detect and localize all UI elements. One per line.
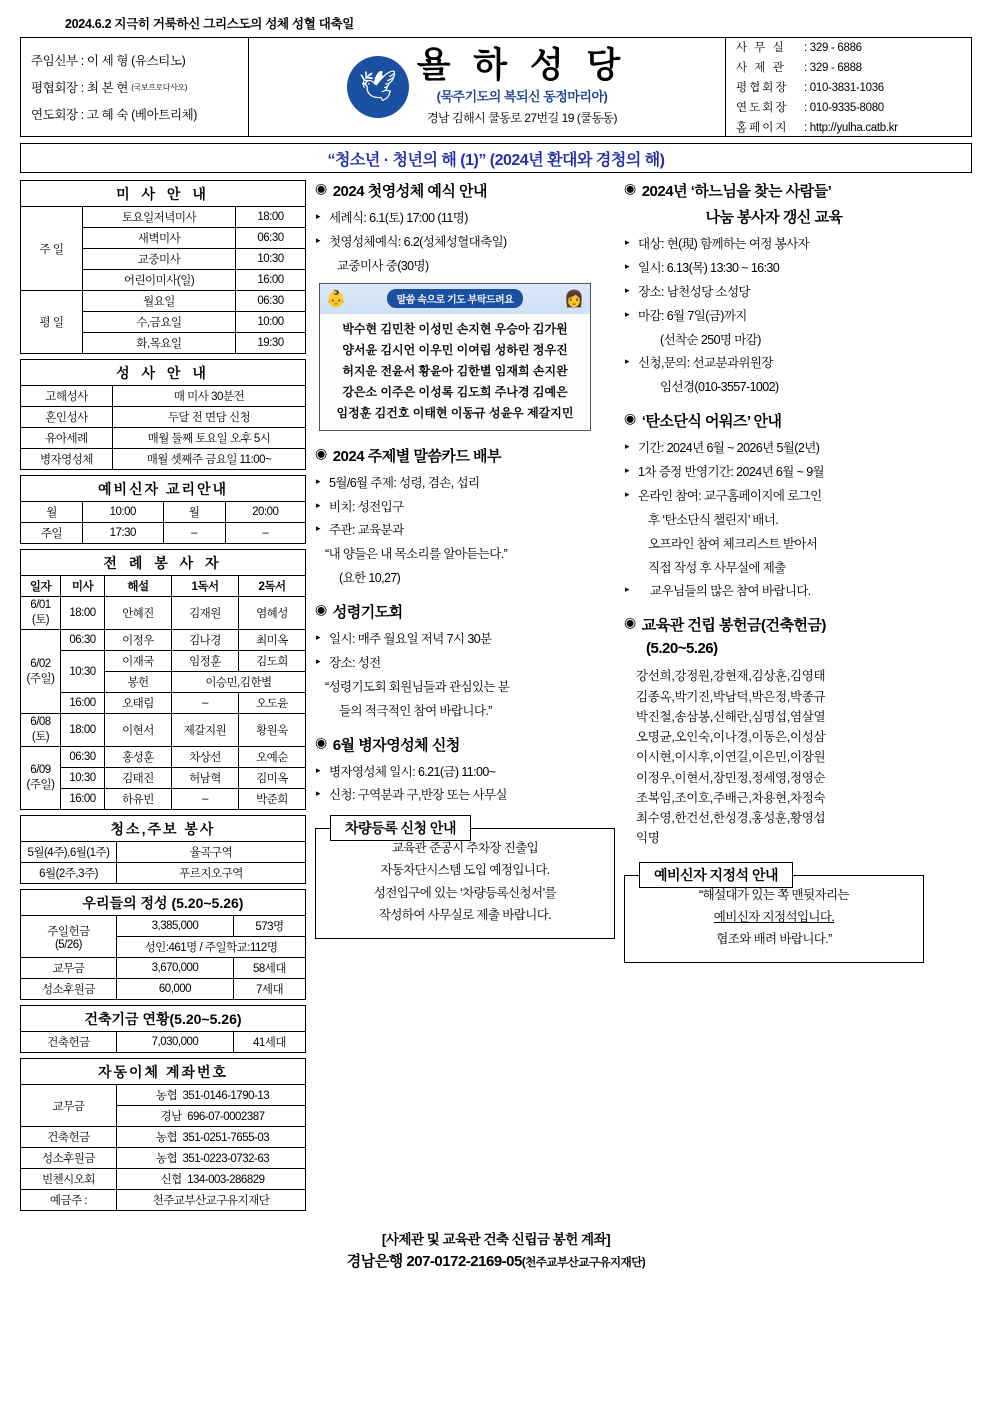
accounts-block <box>20 1058 306 1211</box>
catechumen-title: 예비신자 교리안내 <box>20 475 306 501</box>
footer-title: [사제관 및 교육관 건축 신립금 봉헌 계좌] <box>381 1232 611 1247</box>
bullet-circle-icon: ◉ <box>624 410 636 427</box>
list-item: ▸ 5월/6월 주제: 성령, 겸손, 섭리 <box>315 475 615 492</box>
word-cards-block <box>315 445 615 587</box>
table-row: 빈첸시오회 신협 134-003-286829 <box>21 1169 306 1190</box>
carbon-award-line: 오프라인 참여 체크리스트 받아서 <box>648 536 818 551</box>
table-row: 6/09 (주일) 06:30 홍성훈 차상선 오예순 <box>21 747 306 768</box>
prayer-meeting-quote-1: “성령기도회 회원님들과 관심있는 분 <box>325 679 510 694</box>
left-column <box>20 180 306 1216</box>
bullet-circle-icon: ◉ <box>315 444 327 461</box>
contact-office: 사 무 실 : 329 - 6886 <box>736 42 862 54</box>
table-row: 6/08 (토) 18:00 이현서 제갈지원 황원욱 <box>21 714 306 747</box>
table-row: 5월(4주),6월(1주) 율곡구역 <box>21 842 306 863</box>
accounts-table <box>20 1084 306 1211</box>
list-item: 강선희,강정원,강현재,김상훈,김영태 <box>636 669 826 684</box>
vehicle-registration-title: 차량등록 신청 안내 <box>330 815 471 841</box>
sacrament-info-table <box>20 385 306 470</box>
cleaning-title: 청소,주보 봉사 <box>20 815 306 841</box>
mass-group-sunday: 주 일 <box>21 207 83 291</box>
volunteer-training-note: (선착순 250명 마감) <box>660 332 761 347</box>
volunteer-training-contact-2: 임선경(010-3557-1002) <box>660 380 779 395</box>
sick-communion-title: ◉ 6월 병자영성체 신청 <box>315 733 460 754</box>
first-communion-name-list: 박수현 김민찬 이성민 손지현 우승아 김가원 양서윤 김시언 이우민 이여림 성하린 정우진 허지운 전윤서 황윤아 김한별 임재희 손지완 강은소 이주은 이성록 김도희 주나경 김예은 임정훈 김건호 이태현 이동규 성윤우 제갈지민 <box>336 321 574 420</box>
dove-logo-icon <box>347 56 409 118</box>
church-subtitle: (묵주기도의 복되신 동정마리아) <box>436 88 608 104</box>
list-item: 이정우,이현서,장민정,정세영,정영순 <box>636 770 826 785</box>
table-row: 평 일 월요일 06:30 <box>21 291 306 312</box>
cleaning-table <box>20 841 306 884</box>
clergy-row-council: 평협회장 : 최 본 현 $^{(국보프로다사오)}$ <box>31 81 188 95</box>
date-cell: 6/09 (주일) <box>21 747 61 810</box>
table-row: 병자영성체 매월 셋째주 금요일 11:00~ <box>21 449 306 470</box>
catechumen-block <box>20 475 306 544</box>
liturgy-volunteers-title: 전 례 봉 사 자 <box>20 549 306 575</box>
prayer-meeting-quote-2: 들의 적극적인 참여 바랍니다.” <box>339 703 492 718</box>
offerings-title: 우리들의 정성 (5.20~5.26) <box>20 889 306 915</box>
table-row: 성인:461명 / 주일학교:112명 <box>21 937 306 958</box>
table-row: 예금주 : 천주교부산교구유지재단 <box>21 1190 306 1211</box>
footer-bank-info <box>20 1228 972 1271</box>
table-row: 화,목요일 19:30 <box>21 333 306 354</box>
first-communion-title: ◉ 2024 첫영성체 예식 안내 <box>315 180 488 200</box>
masthead <box>20 37 972 137</box>
list-item: ▸ 장소: 남천성당 소성당 <box>624 284 924 301</box>
carbon-award-line: 직접 작성 후 사무실에 제출 <box>648 560 786 575</box>
volunteer-training-subtitle: 나눔 봉사자 갱신 교육 <box>705 209 843 226</box>
accounts-title: 자동이체 계좌번호 <box>20 1058 306 1084</box>
list-item: 최수영,한건선,한성경,홍성훈,황영섭 <box>636 811 826 825</box>
list-item: ▸ 비치: 성전입구 <box>315 499 615 516</box>
table-row: 16:00 오태림 – 오도윤 <box>21 693 306 714</box>
account-number: 신협 134-003-286829 <box>117 1169 306 1190</box>
table-row: 혼인성사 두달 전 면담 신청 <box>21 407 306 428</box>
date-line: 2024.6.2 지극히 거룩하신 그리스도의 성체 성혈 대축일 <box>65 17 355 31</box>
list-item: 교중미사 중(30명) <box>337 258 429 273</box>
footer-account: 경남은행 207-0172-2169-05(천주교부산교구유지재단) <box>346 1253 646 1270</box>
list-item: ▸ 세례식: 6.1(토) 17:00 (11명) <box>315 210 615 227</box>
card-caption: 👶 말씀 속으로 기도 부탁드려요 👩 <box>320 284 590 314</box>
date-cell: 6/01 (토) <box>21 597 61 630</box>
table-row: 6월(2주,3주) 푸르지오구역 <box>21 863 306 884</box>
middle-column <box>315 180 615 939</box>
catechumen-seat-title: 예비신자 지정석 안내 <box>639 862 793 888</box>
date-cell: 6/02 (주일) <box>21 630 61 714</box>
list-item: ▸ 병자영성체 일시: 6.21(금) 11:00~ <box>315 764 615 781</box>
sacrament-info-title: 성 사 안 내 <box>20 359 306 385</box>
first-communion-block <box>315 180 615 431</box>
table-row: 6/02 (주일) 06:30 이정우 김나경 최미옥 <box>21 630 306 651</box>
church-name: 욜 하 성 당 <box>416 46 628 86</box>
table-row: 주일헌금 (5/26) 3,385,000 573명 <box>21 916 306 937</box>
right-column <box>624 180 924 963</box>
catechumen-table <box>20 501 306 544</box>
table-row: 10:30 이재국 임정훈 김도희 <box>21 651 306 672</box>
bullet-circle-icon: ◉ <box>624 614 636 631</box>
mass-info-title: 미 사 안 내 <box>20 180 306 206</box>
list-item: 오명균,오인숙,이나경,이동은,이성삼 <box>636 730 826 744</box>
list-item: 박진철,송삼봉,신해란,심명섭,염살열 <box>636 709 826 724</box>
callout-line: 예비신자 지정석입니다. <box>713 909 835 924</box>
mass-info-block <box>20 180 306 354</box>
table-row: 어린이미사(일) 16:00 <box>21 270 306 291</box>
list-item: ▸ 1차 증정 반영기간: 2024년 6월 ~ 9월 <box>624 464 924 481</box>
building-offering-block <box>624 614 924 848</box>
bullet-circle-icon: ◉ <box>315 733 327 750</box>
contact-homepage[interactable]: 홈페이지 : http://yulha.catb.kr <box>736 122 898 134</box>
callout-line: “해설대가 있는 쪽 맨뒷자리는 <box>699 887 849 902</box>
word-cards-quote: “내 양들은 내 목소리를 알아듣는다.” <box>325 547 508 562</box>
dove-icon: 🕊 <box>358 70 397 103</box>
volunteer-training-contact-1: ▸ 신청,문의: 선교분과위원장 <box>624 355 924 372</box>
word-cards-reference: (요한 10,27) <box>339 571 401 586</box>
account-number: 농협 351-0146-1790-13 <box>117 1085 306 1106</box>
callout-line: 교육관 준공시 주차장 진출입 <box>391 841 539 856</box>
building-offering-period: (5.20~5.26) <box>646 640 718 658</box>
account-number: 농협 351-0223-0732-63 <box>117 1148 306 1169</box>
callout-line: 작성하여 사무실로 제출 바랍니다. <box>378 907 552 922</box>
table-row: 월 10:00 월 20:00 <box>21 502 306 523</box>
table-row: 새벽미사 06:30 <box>21 228 306 249</box>
table-row: 16:00 하유빈 – 박준희 <box>21 789 306 810</box>
account-number: 경남 696-07-0002387 <box>117 1106 306 1127</box>
table-row: 주 일 토요일저녁미사 18:00 <box>21 207 306 228</box>
table-row: 10:30 김태진 허남혁 김미옥 <box>21 768 306 789</box>
bullet-circle-icon: ◉ <box>315 601 327 617</box>
building-offering-title: ◉ 교육관 건립 봉헌금(건축헌금) <box>624 614 826 635</box>
liturgy-volunteers-block <box>20 549 306 810</box>
carbon-award-title: ◉ ‘탄소단식 어워즈’ 안내 <box>624 410 782 431</box>
donor-list <box>624 666 924 848</box>
callout-line: 자동차단시스템 도입 예정입니다. <box>380 863 550 878</box>
list-item: ▸ 대상: 현(現) 함께하는 여정 봉사자 <box>624 236 924 253</box>
offerings-table <box>20 915 306 1000</box>
table-row: 교무금 농협 351-0146-1790-13 <box>21 1085 306 1106</box>
offering-sunday-label: 주일헌금 (5/26) <box>21 916 117 958</box>
callout-line: 협조와 배려 바랍니다.” <box>716 931 832 946</box>
catechumen-seat-callout <box>624 866 924 963</box>
table-row: 성소후원금 농협 351-0223-0732-63 <box>21 1148 306 1169</box>
year-theme-banner: “청소년 · 청년의 해 (1)” (2024년 환대와 경청의 해) <box>20 143 972 173</box>
bullet-circle-icon: ◉ <box>624 180 636 196</box>
volunteer-training-title: ◉ 2024년 ‘하느님을 찾는 사람들’ <box>624 180 832 200</box>
carbon-award-block <box>624 410 924 600</box>
building-fund-block <box>20 1005 306 1053</box>
prayer-meeting-title: ◉ 성령기도회 <box>315 601 403 621</box>
list-item: 조복임,조이호,주배근,차용현,차정숙 <box>636 790 826 805</box>
list-item: 김종옥,박기진,박남덕,박은정,박종규 <box>636 689 826 704</box>
list-item: 이시현,이시후,이연길,이은민,이장원 <box>636 750 826 765</box>
masthead-title-area <box>249 38 726 136</box>
word-cards-title: ◉ 2024 주제별 말씀카드 배부 <box>315 444 502 465</box>
masthead-clergy <box>21 38 249 136</box>
contact-council: 평협회장 : 010-3831-1036 <box>736 82 884 94</box>
table-row: 고해성사 매 미사 30분전 <box>21 386 306 407</box>
carbon-award-closing: ▸ 교우님들의 많은 참여 바랍니다. <box>624 583 924 600</box>
clergy-row-yeondo: 연도회장 : 고 혜 숙 (베아트리체) <box>31 108 198 122</box>
list-item: ▸ 첫영성체예식: 6.2(성체성혈대축일) <box>315 234 615 251</box>
child-figure-icon: 👶 <box>326 290 346 308</box>
contact-rectory: 사 제 관 : 329 - 6888 <box>736 62 862 74</box>
list-item: ▸ 온라인 참여: 교구홈페이지에 로그인 <box>624 488 924 505</box>
carbon-award-line: 후 ‘탄소단식 챌린지’ 배너. <box>648 512 779 527</box>
mass-group-weekday: 평 일 <box>21 291 83 354</box>
table-row: 성소후원금 60,000 7세대 <box>21 979 306 1000</box>
bullet-circle-icon: ◉ <box>315 180 327 196</box>
clergy-row-pastor: 주임신부 : 이 세 형 (유스티노) <box>31 54 186 68</box>
church-address: 경남 김해시 쿨동로 27번길 19 (쿨동동) <box>426 110 618 125</box>
table-row: 주일 17:30 – – <box>21 523 306 544</box>
cleaning-block <box>20 815 306 884</box>
masthead-contacts <box>726 38 971 136</box>
table-row: 유아세례 매월 둘째 토요일 오후 5시 <box>21 428 306 449</box>
table-row: 교중미사 10:30 <box>21 249 306 270</box>
mass-info-table <box>20 206 306 354</box>
table-row: 6/01 (토) 18:00 안혜진 김재원 염혜성 <box>21 597 306 630</box>
date-cell: 6/08 (토) <box>21 714 61 747</box>
list-item: ▸ 마감: 6월 7일(금)까지 <box>624 308 924 325</box>
table-row: 봉헌 이승민,김한별 <box>21 672 306 693</box>
list-item: ▸ 장소: 성전 <box>315 655 615 672</box>
list-item: ▸ 일시: 매주 월요일 저녁 7시 30분 <box>315 631 615 648</box>
building-fund-table <box>20 1031 306 1053</box>
list-item: ▸ 기간: 2024년 6월 ~ 2026년 5월(2년) <box>624 440 924 457</box>
table-row: 교무금 3,670,000 58세대 <box>21 958 306 979</box>
prayer-meeting-block <box>315 601 615 720</box>
child-figure-icon: 👩 <box>564 290 584 308</box>
contact-yeondo: 연도회장 : 010-9335-8080 <box>736 102 884 114</box>
offerings-block <box>20 889 306 1000</box>
list-item: ▸ 신청: 구역분과 구,반장 또는 사무실 <box>315 787 615 804</box>
account-number: 농협 351-0251-7655-03 <box>117 1127 306 1148</box>
building-fund-title: 건축기금 연황(5.20~5.26) <box>20 1005 306 1031</box>
callout-line: 성전입구에 있는 ‘차량등록신청서’를 <box>373 885 557 900</box>
liturgy-volunteers-table <box>20 575 306 810</box>
list-item: ▸ 주관: 교육분과 <box>315 522 615 539</box>
table-header-row: 일자 미사 해설 1독서 2독서 <box>21 576 306 597</box>
list-item: 익명 <box>636 831 660 846</box>
volunteer-training-block <box>624 180 924 396</box>
first-communion-names-image <box>319 283 591 431</box>
table-row: 수,금요일 10:00 <box>21 312 306 333</box>
list-item: ▸ 일시: 6.13(목) 13:30 ~ 16:30 <box>624 260 924 277</box>
table-row: 건축헌금 7,030,000 41세대 <box>21 1032 306 1053</box>
sick-communion-block <box>315 734 615 805</box>
table-row: 건축헌금 농협 351-0251-7655-03 <box>21 1127 306 1148</box>
vehicle-registration-callout <box>315 820 615 939</box>
sacrament-info-block <box>20 359 306 470</box>
